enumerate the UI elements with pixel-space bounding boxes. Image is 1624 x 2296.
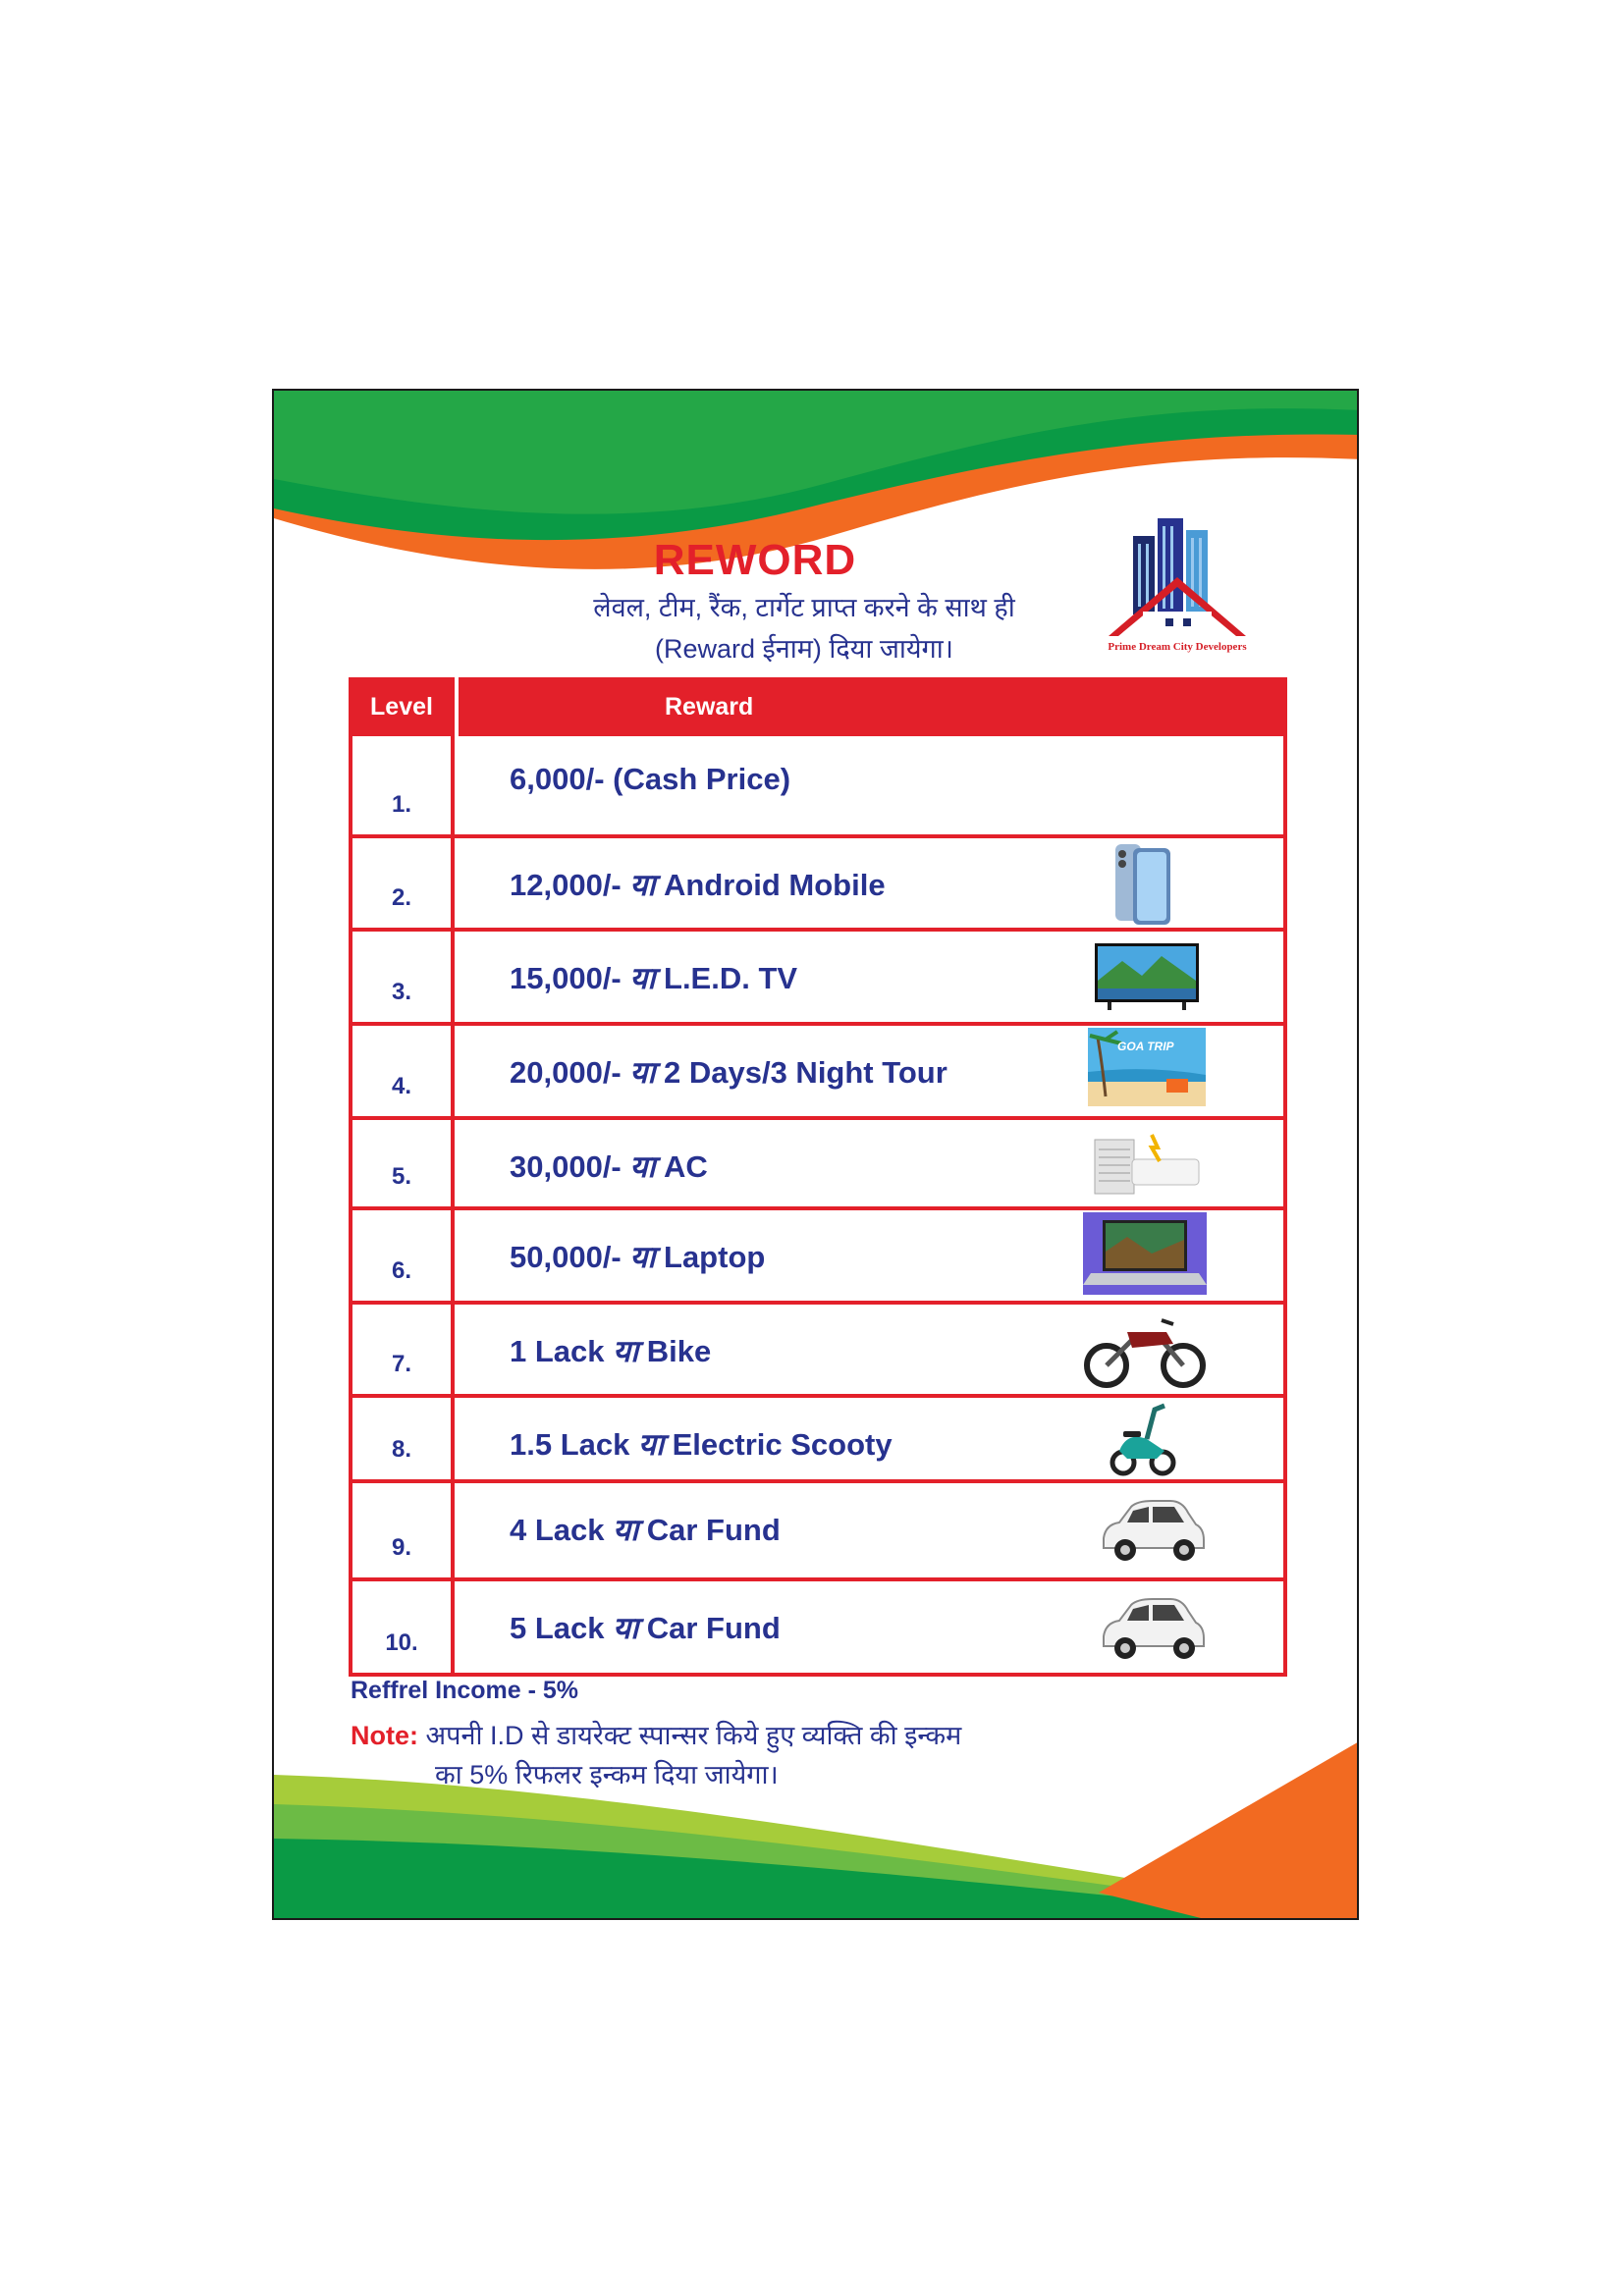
reward-amount: 6,000/- (Cash Price) — [510, 762, 791, 796]
tour-icon — [1088, 1028, 1206, 1111]
table-row — [352, 1206, 1283, 1301]
table-row — [352, 834, 1283, 928]
reward-amount: 50,000/- — [510, 1240, 630, 1274]
table-row — [352, 1479, 1283, 1577]
page-subtitle — [490, 587, 1118, 669]
logo-caption: Prime Dream City Developers — [1108, 641, 1247, 653]
reward-item: L.E.D. TV — [655, 961, 798, 995]
reward-item: Car Fund — [638, 1611, 781, 1645]
reward-cell — [455, 1398, 1283, 1479]
reward-item: Electric Scooty — [664, 1427, 893, 1462]
table-header — [349, 677, 1287, 736]
page-title: REWORD — [653, 536, 857, 584]
reward-cell — [455, 1483, 1283, 1577]
ac-icon — [1093, 1130, 1201, 1203]
reward-amount: 15,000/- — [510, 961, 630, 995]
level-number: 2. — [352, 838, 455, 928]
reward-cell — [455, 1120, 1283, 1206]
reward-text — [510, 762, 790, 797]
reward-amount: 20,000/- — [510, 1055, 630, 1090]
note-block — [351, 1716, 1234, 1794]
reward-amount: 5 Lack — [510, 1611, 614, 1645]
reward-text — [510, 1051, 947, 1093]
subtitle-line-1: लेवल, टीम, रैंक, टार्गेट प्राप्त करने के साथ ही — [593, 593, 1015, 622]
reward-text — [510, 1330, 711, 1371]
column-header-level: Level — [349, 677, 459, 736]
reward-cell — [455, 932, 1283, 1022]
level-number: 1. — [352, 736, 455, 834]
reward-item: Android Mobile — [655, 868, 886, 902]
tour-caption: GOA TRIP — [1117, 1040, 1174, 1053]
table-row — [352, 1022, 1283, 1116]
reward-amount: 4 Lack — [510, 1513, 614, 1547]
level-number: 4. — [352, 1026, 455, 1116]
reward-text — [510, 1236, 765, 1277]
reward-cell — [455, 736, 1283, 834]
reward-item: Bike — [638, 1334, 712, 1368]
note-line-2: का 5% रिफलर इन्कम दिया जायेगा। — [435, 1760, 779, 1789]
reward-cell — [455, 1026, 1283, 1116]
reward-or-word: या — [629, 868, 656, 903]
scooty-icon — [1108, 1402, 1176, 1481]
reward-text — [510, 864, 886, 905]
tv-icon — [1093, 941, 1201, 1017]
car-icon — [1098, 1591, 1208, 1667]
table-row — [352, 1116, 1283, 1206]
column-header-reward: Reward — [665, 692, 754, 721]
table-row — [352, 1577, 1283, 1673]
reward-or-word: या — [613, 1334, 639, 1369]
subtitle-line-2: (Reward ईनाम) दिया जायेगा। — [654, 634, 953, 664]
reward-amount: 1 Lack — [510, 1334, 614, 1368]
level-number: 10. — [352, 1581, 455, 1673]
level-number: 3. — [352, 932, 455, 1022]
reward-or-word: या — [613, 1611, 639, 1646]
level-number: 8. — [352, 1398, 455, 1479]
reward-amount: 1.5 Lack — [510, 1427, 638, 1462]
reward-or-word: या — [637, 1427, 664, 1463]
referral-income: Reffrel Income - 5% — [351, 1677, 579, 1704]
note-line-1: अपनी I.D से डायरेक्ट स्पान्सर किये हुए व्यक्ति की इन्कम — [418, 1721, 962, 1750]
reward-table — [349, 677, 1287, 1677]
table-row — [352, 1394, 1283, 1479]
reward-item: AC — [655, 1149, 708, 1184]
note-label: Note: — [351, 1721, 418, 1750]
reward-poster — [272, 389, 1359, 1920]
reward-item: Laptop — [655, 1240, 766, 1274]
reward-amount: 12,000/- — [510, 868, 630, 902]
building-logo-icon — [1089, 518, 1266, 656]
reward-amount: 30,000/- — [510, 1149, 630, 1184]
reward-text — [510, 1607, 781, 1648]
table-row — [352, 928, 1283, 1022]
level-number: 9. — [352, 1483, 455, 1577]
reward-text — [510, 1146, 708, 1187]
reward-or-word: या — [629, 1240, 656, 1275]
table-row — [352, 736, 1283, 834]
reward-text — [510, 957, 797, 998]
reward-cell — [455, 838, 1283, 928]
level-number: 7. — [352, 1305, 455, 1394]
reward-or-word: या — [629, 1149, 656, 1185]
level-number: 5. — [352, 1120, 455, 1206]
reward-cell — [455, 1210, 1283, 1301]
bike-icon — [1083, 1310, 1207, 1394]
reward-or-word: या — [629, 961, 656, 996]
reward-item: Car Fund — [638, 1513, 781, 1547]
mobile-icon — [1108, 842, 1176, 932]
reward-text — [510, 1509, 781, 1550]
table-body — [349, 736, 1287, 1677]
table-row — [352, 1301, 1283, 1394]
level-number: 6. — [352, 1210, 455, 1301]
laptop-icon — [1083, 1212, 1207, 1300]
reward-cell — [455, 1305, 1283, 1394]
reward-text — [510, 1423, 893, 1465]
reward-item: 2 Days/3 Night Tour — [655, 1055, 947, 1090]
car-icon — [1098, 1493, 1208, 1569]
reward-or-word: या — [613, 1513, 639, 1548]
reward-cell — [455, 1581, 1283, 1673]
reward-or-word: या — [629, 1055, 656, 1091]
